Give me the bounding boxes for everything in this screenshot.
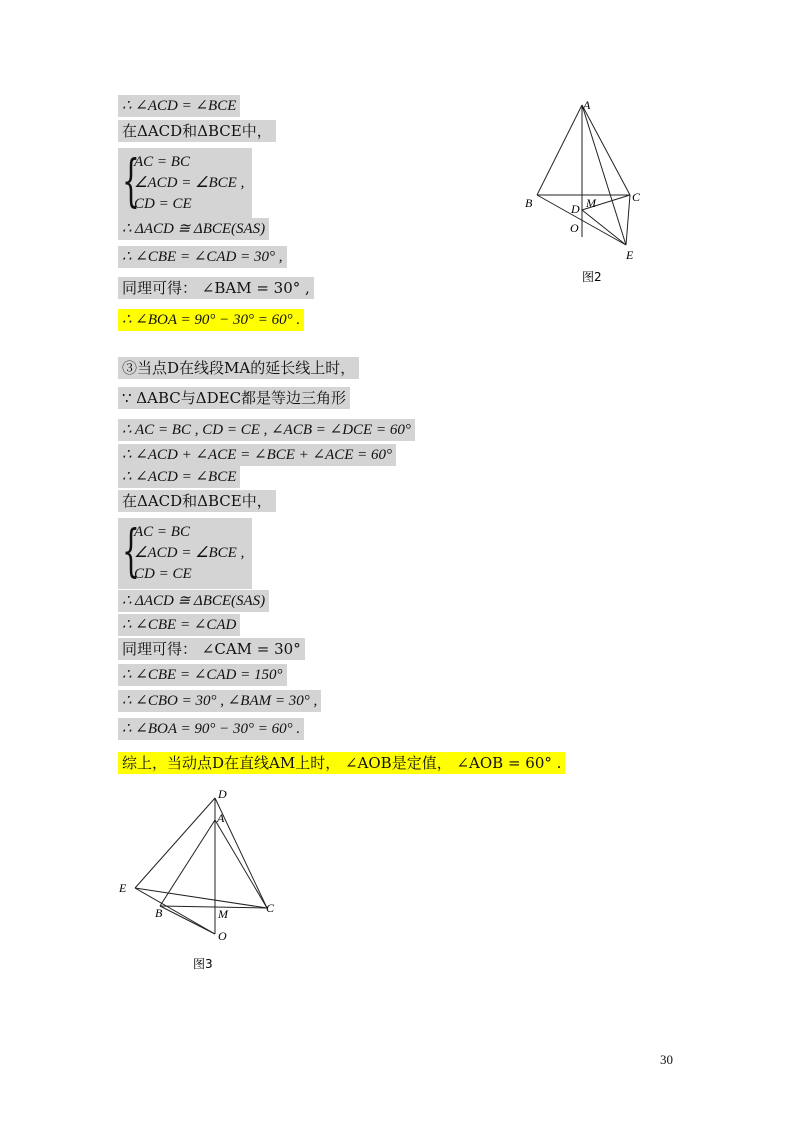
proof-line-17: ∴ ∠CBO = 30° , ∠BAM = 30° , — [118, 690, 321, 712]
proof-line-3: ∴ ΔACD ≅ ΔBCE(SAS) — [118, 218, 269, 240]
proof-line-2: 在ΔACD和ΔBCE中， — [118, 120, 276, 142]
proof-line-12: 在ΔACD和ΔBCE中， — [118, 490, 276, 512]
proof-line-16: ∴ ∠CBE = ∠CAD = 150° — [118, 664, 287, 686]
figure-3-label-b: B — [155, 906, 163, 920]
figure-2 — [520, 95, 650, 290]
brace-symbol: { — [122, 149, 140, 214]
conclusion-highlight: 综上，当动点D在直线AM上时， ∠AOB是定值， ∠AOB = 60° . — [118, 752, 565, 774]
figure-3-label-o: O — [218, 929, 227, 943]
figure-2-label-b: B — [525, 196, 533, 210]
proof-line-13: ∴ ΔACD ≅ ΔBCE(SAS) — [118, 590, 269, 612]
page-number: 30 — [660, 1052, 673, 1067]
system-row: CD = CE — [134, 566, 192, 582]
figure-3-label-d: D — [218, 787, 227, 801]
figure-3-label-e: E — [119, 881, 127, 895]
figure-3-label-m: M — [218, 907, 228, 921]
equation-system-1 — [118, 148, 252, 219]
figure-2-label-e: E — [626, 248, 634, 262]
system-row: ∠ACD = ∠BCE , — [134, 175, 245, 191]
figure-2-label-d: D — [571, 202, 580, 216]
proof-line-11: ∴ ∠ACD = ∠BCE — [118, 466, 240, 488]
equation-system-2 — [118, 518, 252, 589]
brace-symbol: { — [122, 519, 140, 584]
case-3-heading: ③当点D在线段MA的延长线上时， — [118, 357, 359, 379]
proof-line-5: 同理可得： ∠BAM = 30° , — [118, 277, 314, 299]
figure-2-label-o: O — [570, 221, 579, 235]
figure-2-label-c: C — [632, 190, 641, 204]
figure-3-label-a: A — [217, 811, 225, 825]
proof-line-8: ∵ ΔABC与ΔDEC都是等边三角形 — [118, 387, 350, 409]
proof-line-10: ∴ ∠ACD + ∠ACE = ∠BCE + ∠ACE = 60° — [118, 444, 396, 466]
proof-line-6-highlight: ∴ ∠BOA = 90° − 30° = 60° . — [118, 309, 304, 331]
figure-2-label-a: A — [583, 98, 591, 112]
proof-line-14: ∴ ∠CBE = ∠CAD — [118, 614, 240, 636]
proof-line-18: ∴ ∠BOA = 90° − 30° = 60° . — [118, 718, 304, 740]
system-row: ∠ACD = ∠BCE , — [134, 545, 245, 561]
system-row: AC = BC — [134, 524, 190, 540]
figure-3 — [115, 782, 285, 977]
system-row: CD = CE — [134, 196, 192, 212]
figure-2-label-m: M — [586, 196, 596, 210]
proof-line-4: ∴ ∠CBE = ∠CAD = 30° , — [118, 246, 287, 268]
proof-line-1: ∴ ∠ACD = ∠BCE — [118, 95, 240, 117]
figure-3-caption: 图3 — [193, 957, 213, 971]
proof-line-9: ∴ AC = BC , CD = CE , ∠ACB = ∠DCE = 60° — [118, 419, 415, 441]
figure-3-label-c: C — [266, 901, 275, 915]
figure-2-caption: 图2 — [582, 270, 602, 284]
system-row: AC = BC — [134, 154, 190, 170]
proof-line-15: 同理可得： ∠CAM = 30° — [118, 638, 305, 660]
